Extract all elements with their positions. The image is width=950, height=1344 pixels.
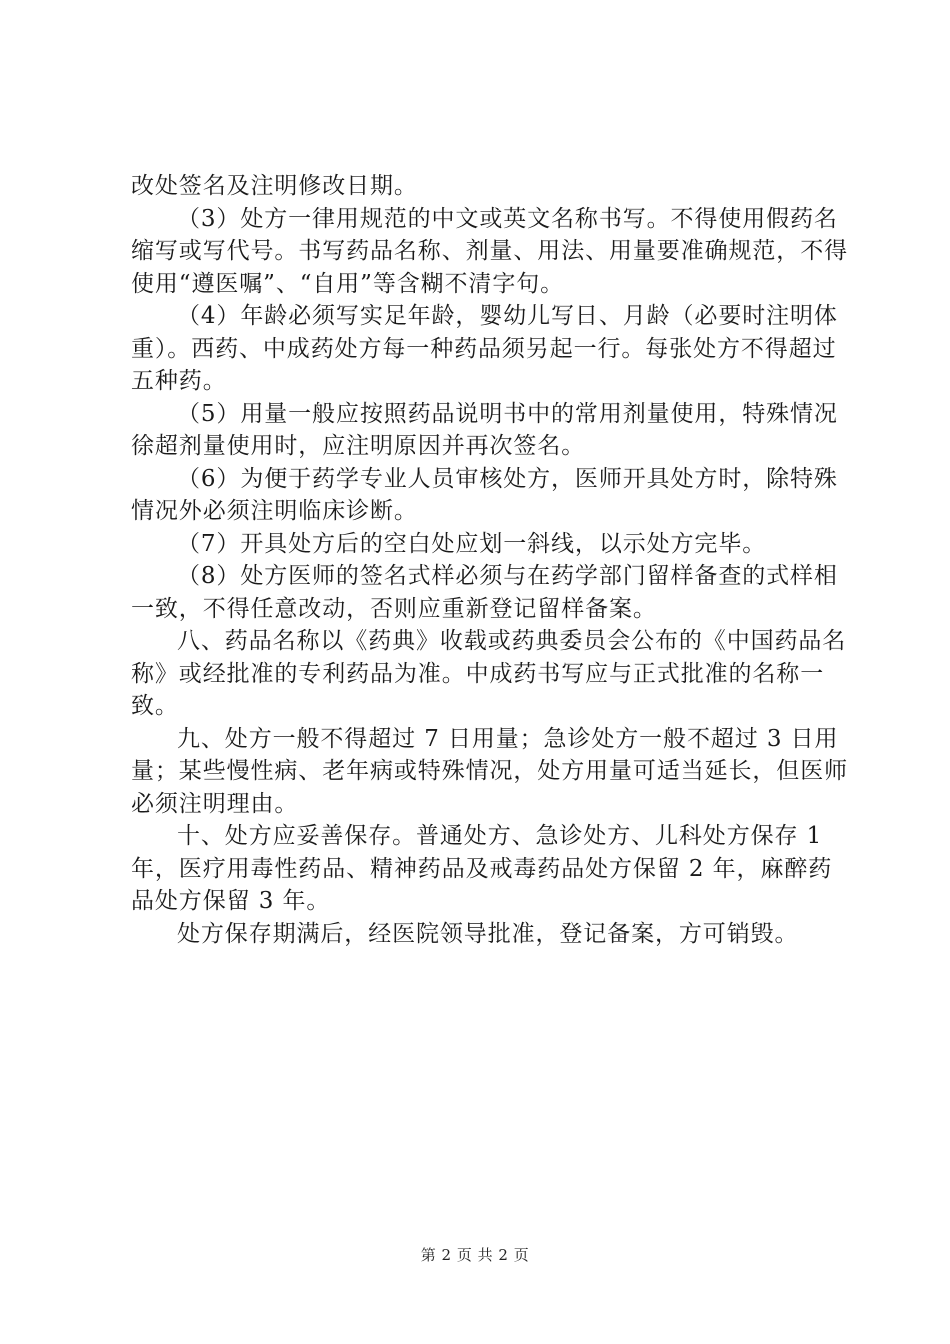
paragraph-final: 处方保存期满后，经医院领导批准，登记备案，方可销毁。 xyxy=(177,920,799,947)
paragraph-item-8: （8）处方医师的签名式样必须与在药学部门留样备查的式样相一致，不得任意改动，否则应重新登记留样备案。 xyxy=(131,563,838,622)
paragraph-item-3: （3）处方一律用规范的中文或英文名称书写。不得使用假药名缩写或写代号。书写药品名称、剂量、用法、用量要准确规范，不得使用“遵医嘱”、“自用”等含糊不清字句。 xyxy=(131,205,848,297)
paragraph-item-7: （7）开具处方后的空白处应划一斜线，以示处方完毕。 xyxy=(177,530,767,557)
paragraph-continuation: 改处签名及注明修改日期。 xyxy=(131,173,418,199)
paragraph-section-9: 九、处方一般不得超过 7 日用量；急诊处方一般不超过 3 日用量；某些慢性病、老年病或特殊情况，处方用量可适当延长，但医师必须注明理由。 xyxy=(131,725,848,817)
document-body xyxy=(131,170,851,950)
paragraph-item-6: （6）为便于药学专业人员审核处方，医师开具处方时，除特殊情况外必须注明临床诊断。 xyxy=(131,465,838,524)
paragraph-section-8: 八、药品名称以《药典》收载或药典委员会公布的《中国药品名称》或经批准的专利药品为准。中成药书写应与正式批准的名称一致。 xyxy=(131,628,847,719)
page-footer: 第 2 页 共 2 页 xyxy=(420,1246,530,1264)
paragraph-section-10: 十、处方应妥善保存。普通处方、急诊处方、儿科处方保存 1 年，医疗用毒性药品、精神药品及戒毒药品处方保留 2 年，麻醉药品处方保留 3 年。 xyxy=(131,823,833,914)
paragraph-item-4: （4）年龄必须写实足年龄，婴幼儿写日、月龄（必要时注明体重）。西药、中成药处方每一种药品须另起一行。每张处方不得超过五种药。 xyxy=(131,303,838,394)
paragraph-item-5: （5）用量一般应按照药品说明书中的常用剂量使用，特殊情况徐超剂量使用时，应注明原因并再次签名。 xyxy=(131,400,838,459)
